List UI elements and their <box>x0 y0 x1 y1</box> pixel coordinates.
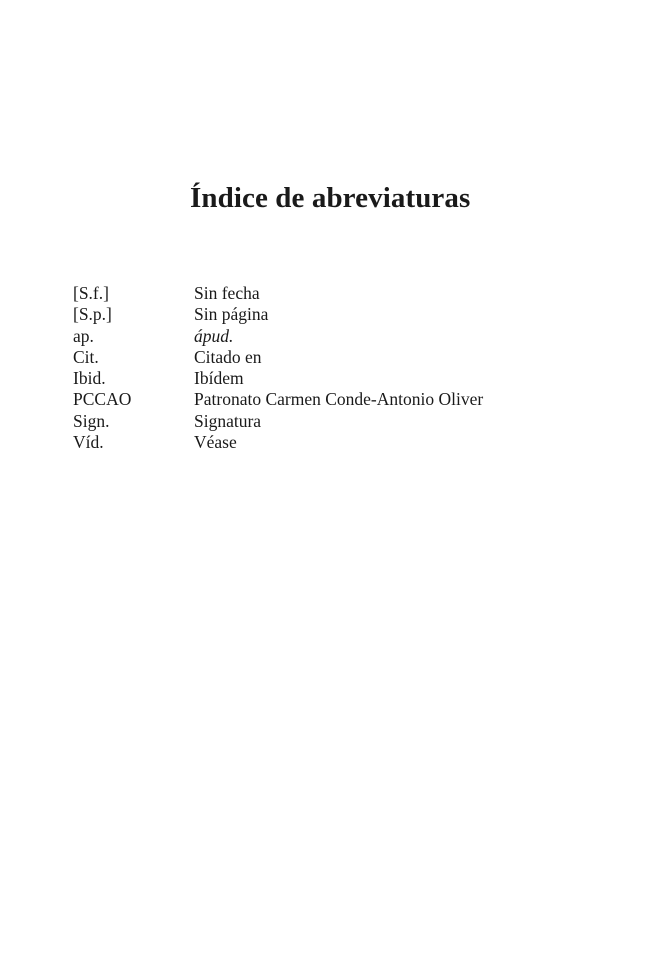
abbreviation-definition: Sin página <box>194 304 269 325</box>
abbreviation-definition: Patronato Carmen Conde-Antonio Oliver <box>194 389 484 410</box>
abbreviation-row <box>73 389 483 410</box>
abbreviation-definition: Véase <box>194 432 237 453</box>
abbreviation-row <box>73 432 483 453</box>
abbreviation-row <box>73 283 483 304</box>
abbreviation-term: Ibid. <box>73 368 106 389</box>
abbreviation-term: Víd. <box>73 432 104 453</box>
abbreviation-row <box>73 411 483 432</box>
abbreviation-term: Cit. <box>73 346 99 367</box>
abbreviation-term: ap. <box>73 325 94 346</box>
abbreviation-definition: Citado en <box>194 346 262 367</box>
abbreviation-definition: Sin fecha <box>194 283 260 303</box>
abbreviation-row <box>73 347 483 368</box>
abbreviation-term: Sign. <box>73 410 110 431</box>
abbreviation-list <box>73 283 483 453</box>
page-title: Índice de abreviaturas <box>190 182 471 214</box>
abbreviation-term: [S.p.] <box>73 304 112 325</box>
abbreviation-definition: Ibídem <box>194 368 244 389</box>
abbreviation-term: PCCAO <box>73 389 132 410</box>
abbreviation-definition: Signatura <box>194 410 262 431</box>
abbreviation-definition: ápud. <box>194 325 234 346</box>
abbreviation-row <box>73 326 483 347</box>
abbreviation-row <box>73 368 483 389</box>
abbreviation-row <box>73 304 483 325</box>
abbreviation-term: [S.f.] <box>73 283 109 303</box>
